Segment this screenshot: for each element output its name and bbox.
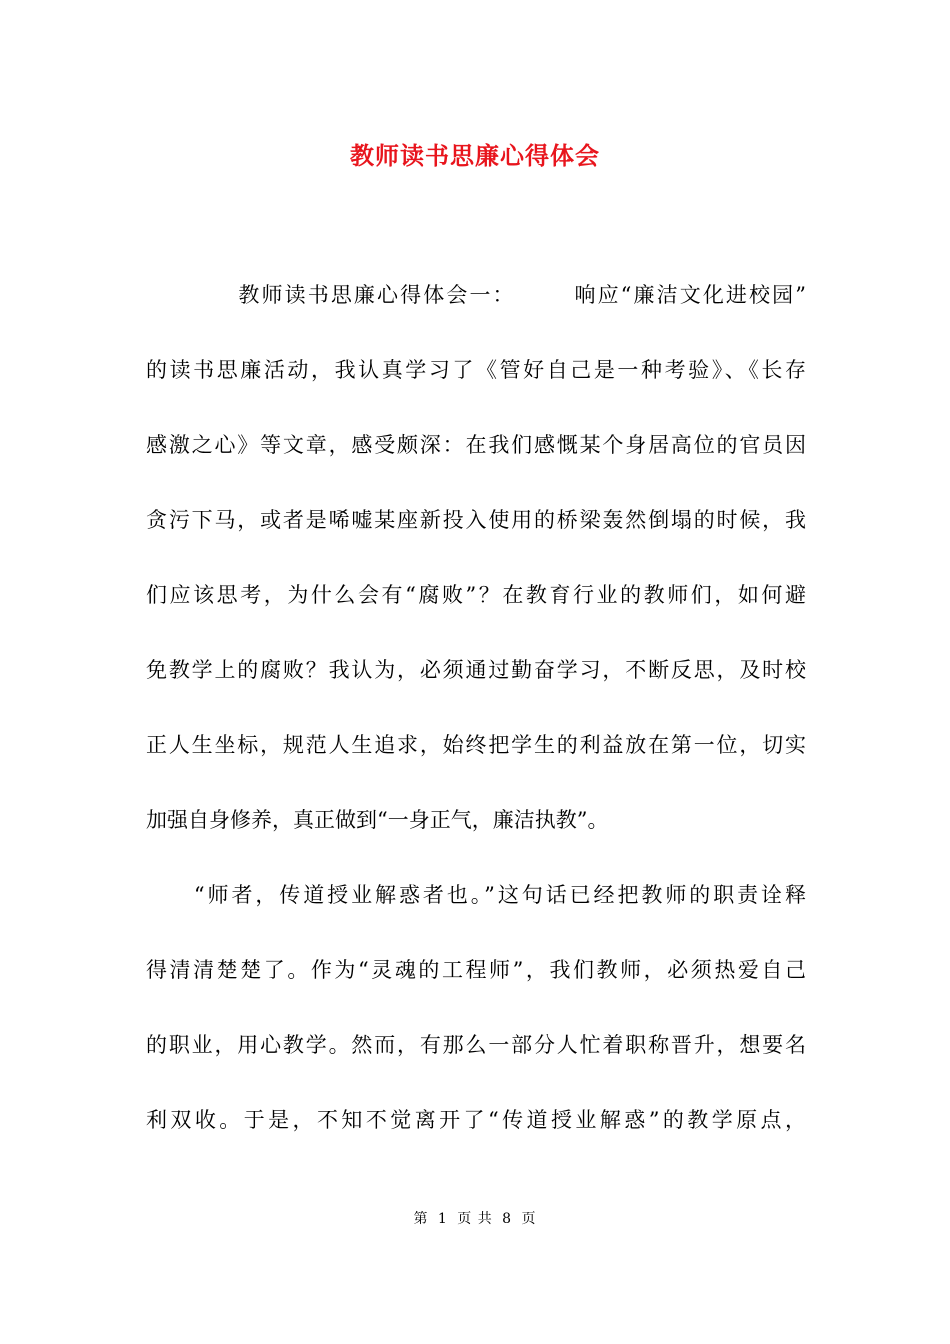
body-line: 的读书思廉活动，我认真学习了《管好自己是一种考验》、《长存: [146, 358, 806, 382]
body-line: 感激之心》等文章，感受颇深：在我们感慨某个身居高位的官员因: [146, 433, 806, 457]
body-line: 教师读书思廉心得体会一： 响应“廉洁文化进校园”: [146, 283, 806, 307]
footer-suffix: 页: [521, 1211, 537, 1227]
body-line: “师者，传道授业解惑者也。”这句话已经把教师的职责诠释: [146, 883, 806, 907]
body-line: 加强自身修养，真正做到“一身正气，廉洁执教”。: [146, 808, 609, 832]
current-page-number: 1: [437, 1211, 448, 1227]
total-page-count: 8: [502, 1211, 513, 1227]
body-line: 得清清楚楚了。作为“灵魂的工程师”，我们教师，必须热爱自己: [146, 958, 806, 982]
body-line: 的职业，用心教学。然而，有那么一部分人忙着职称晋升，想要名: [146, 1033, 806, 1057]
footer-middle: 页 共: [457, 1211, 493, 1227]
body-line: 免教学上的腐败？我认为，必须通过勤奋学习，不断反思，及时校: [146, 658, 806, 682]
body-line: 贪污下马，或者是唏嘘某座新投入使用的桥梁轰然倒塌的时候，我: [146, 508, 806, 532]
body-line: 们应该思考，为什么会有“腐败”？在教育行业的教师们，如何避: [146, 583, 806, 607]
body-line: 正人生坐标，规范人生追求，始终把学生的利益放在第一位，切实: [146, 733, 806, 757]
footer-prefix: 第: [413, 1211, 429, 1227]
body-line: 利双收。于是，不知不觉离开了“传道授业解惑”的教学原点，: [146, 1108, 806, 1132]
document-body: [146, 272, 806, 1172]
page-footer: [0, 1208, 950, 1228]
page-title: 教师读书思廉心得体会: [350, 141, 600, 170]
